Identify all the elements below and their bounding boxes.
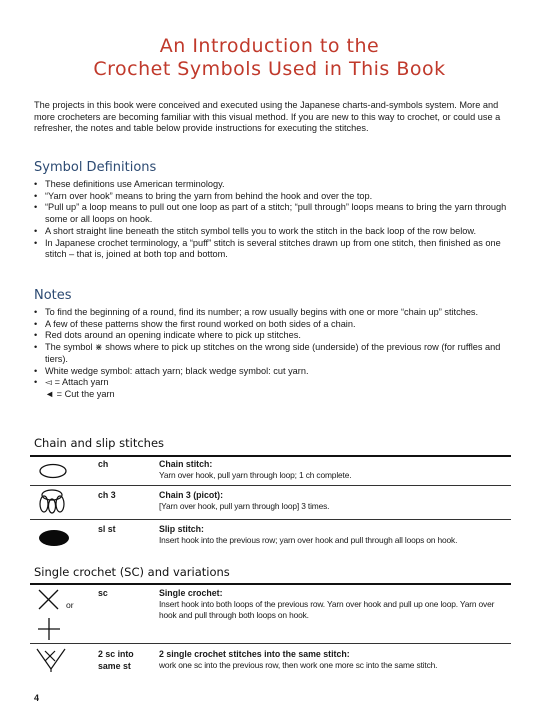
x-cross-icon bbox=[36, 587, 62, 613]
list-item: ◄ = Cut the yarn bbox=[45, 388, 115, 399]
list-item: • White wedge symbol: attach yarn; black wedge symbol: cut yarn. bbox=[34, 365, 309, 376]
two-sc-abbr-line-2: same st bbox=[98, 661, 131, 671]
list-item: • The symbol ⋇ shows where to pick up stitches on the wrong side (underside) of the previous row (for ruffles and tiers). bbox=[34, 342, 501, 364]
sc-abbr: sc bbox=[98, 588, 108, 598]
plus-cross-icon bbox=[36, 616, 62, 642]
symbol-definitions-heading: Symbol Definitions bbox=[34, 160, 157, 175]
chain-desc: Yarn over hook, pull yarn through loop; 1 ch complete. bbox=[159, 470, 352, 480]
sc-desc: Insert hook into both loops of the previous row. Yarn over hook and pull up one loop. Yarn over hook and pull through both loops on hook. bbox=[159, 599, 495, 620]
page-number: 4 bbox=[34, 693, 40, 703]
table-divider bbox=[30, 583, 511, 585]
page-title-line-2: Crochet Symbols Used in This Book bbox=[93, 58, 446, 80]
chain3-abbr: ch 3 bbox=[98, 490, 116, 500]
chain-table-heading: Chain and slip stitches bbox=[34, 436, 165, 450]
list-item: • These definitions use American terminology. bbox=[34, 179, 225, 189]
list-item: • Red dots around an opening indicate where to pick up stitches. bbox=[34, 330, 301, 341]
chain-abbr: ch bbox=[98, 459, 109, 469]
list-item: • In Japanese crochet terminology, a “puff” stitch is several stitches drawn up from one stitch, then finished as one stitch – that is, joined at both top and bottom. bbox=[34, 237, 501, 260]
slip-stitch-name: Slip stitch: bbox=[159, 524, 204, 534]
chain3-name: Chain 3 (picot): bbox=[159, 490, 224, 500]
list-item: • A few of these patterns show the first round worked on both sides of a chain. bbox=[34, 318, 356, 329]
table-divider bbox=[30, 643, 511, 644]
slip-stitch-abbr: sl st bbox=[98, 524, 116, 534]
symbol-definitions-list bbox=[34, 179, 512, 261]
two-sc-name: 2 single crochet stitches into the same stitch: bbox=[159, 649, 350, 659]
table-divider bbox=[30, 519, 511, 520]
v-increase-icon bbox=[34, 645, 70, 673]
two-sc-abbr-line-1: 2 sc into bbox=[98, 649, 134, 659]
two-sc-desc: work one sc into the previous row, then work one more sc into the same stitch. bbox=[159, 660, 438, 670]
intro-paragraph: The projects in this book were conceived and executed using the Japanese charts-and-symbols system. More and more crocheters are becoming familiar with this visual method. If you are new to this way to crochet, or could use a refresher, the notes and table below provide instructions for executing the stitches. bbox=[34, 100, 501, 134]
page-title-line-1: An Introduction to the bbox=[159, 35, 380, 57]
list-item: • “Pull up” a loop means to pull out one loop as part of a stitch; “pull through” loops means to bring the yarn through some or all loops on hook. bbox=[34, 202, 507, 225]
list-item: • To find the beginning of a round, find its number; a row usually begins with one or more “chain up” stitches. bbox=[34, 307, 479, 317]
chain-name: Chain stitch: bbox=[159, 459, 213, 469]
sc-name: Single crochet: bbox=[159, 588, 223, 598]
notes-list bbox=[34, 307, 512, 401]
table-divider bbox=[30, 455, 511, 457]
list-item: • A short straight line beneath the stitch symbol tells you to work the stitch in the back loop of the row below. bbox=[34, 225, 477, 236]
slip-stitch-desc: Insert hook into the previous row; yarn over hook and pull through all loops on hook. bbox=[159, 535, 458, 545]
chain3-desc: [Yarn over hook, pull yarn through loop] 3 times. bbox=[159, 501, 330, 511]
or-label: or bbox=[66, 600, 74, 610]
notes-heading: Notes bbox=[34, 288, 72, 303]
slip-stitch-dot-icon bbox=[36, 526, 72, 550]
table-divider bbox=[30, 485, 511, 486]
list-item: • “Yarn over hook” means to bring the yarn from behind the hook and over the top. bbox=[34, 190, 373, 201]
sc-table-heading: Single crochet (SC) and variations bbox=[34, 565, 230, 579]
list-item: • ◅ = Attach yarn bbox=[34, 377, 109, 388]
picot-chain-icon bbox=[36, 487, 68, 517]
chain-oval-icon bbox=[36, 460, 70, 482]
